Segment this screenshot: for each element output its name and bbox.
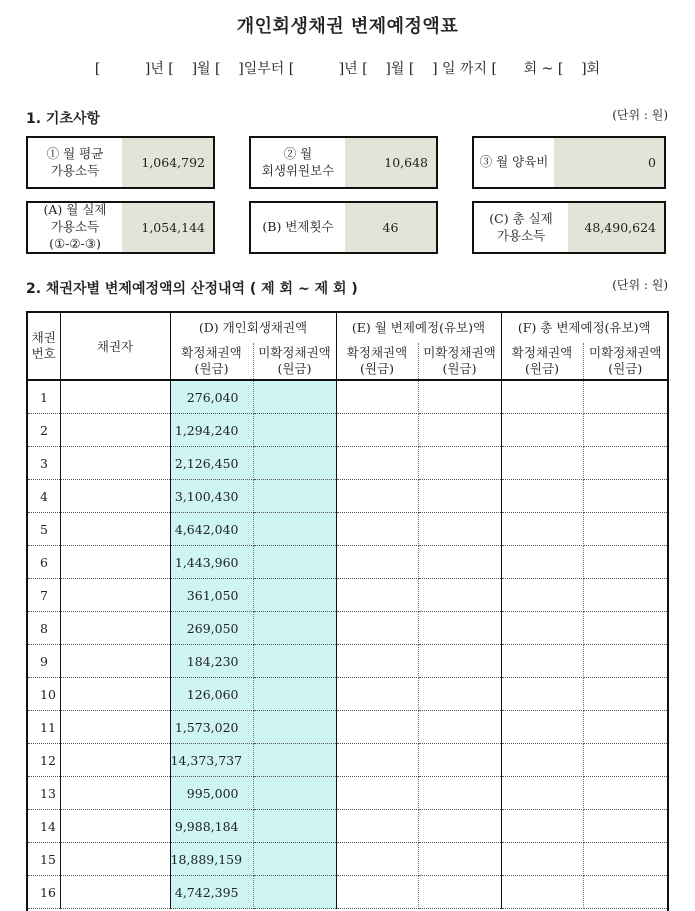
confirmed-amount: 276,040	[170, 380, 253, 414]
summary-value: 1,064,792	[122, 138, 213, 187]
creditor-cell	[60, 744, 170, 777]
monthly-confirmed	[336, 645, 418, 678]
row-number: 3	[28, 447, 60, 480]
monthly-confirmed	[336, 414, 418, 447]
total-confirmed	[501, 546, 583, 579]
table-row	[28, 447, 667, 480]
summary-value: 1,054,144	[122, 203, 213, 252]
total-unconfirmed	[583, 678, 667, 711]
total-confirmed	[501, 711, 583, 744]
confirmed-amount: 126,060	[170, 678, 253, 711]
total-confirmed	[501, 777, 583, 810]
table-row	[28, 744, 667, 777]
total-unconfirmed	[583, 744, 667, 777]
confirmed-amount: 4,642,040	[170, 513, 253, 546]
summary-label: ① 월 평균 가용소득	[28, 138, 122, 187]
total-unconfirmed	[583, 876, 667, 909]
total-confirmed	[501, 678, 583, 711]
col-group-e: (E) 월 변제예정(유보)액	[336, 313, 501, 343]
row-number: 15	[28, 843, 60, 876]
unconfirmed-amount	[253, 678, 336, 711]
monthly-confirmed	[336, 546, 418, 579]
total-confirmed	[501, 380, 583, 414]
monthly-confirmed	[336, 480, 418, 513]
summary-label: ③ 월 양육비	[474, 138, 554, 187]
unconfirmed-amount	[253, 810, 336, 843]
total-unconfirmed	[583, 513, 667, 546]
creditor-cell	[60, 480, 170, 513]
col-header-unconfirmed: 미확정채권액 (원금)	[253, 343, 336, 380]
total-confirmed	[501, 414, 583, 447]
table-row	[28, 876, 667, 909]
monthly-unconfirmed	[418, 711, 501, 744]
total-unconfirmed	[583, 480, 667, 513]
monthly-unconfirmed	[418, 480, 501, 513]
monthly-confirmed	[336, 810, 418, 843]
monthly-confirmed	[336, 843, 418, 876]
col-header-creditor: 채권자	[60, 313, 170, 380]
total-unconfirmed	[583, 711, 667, 744]
unconfirmed-amount	[253, 546, 336, 579]
row-number: 8	[28, 612, 60, 645]
table-row	[28, 612, 667, 645]
creditor-cell	[60, 645, 170, 678]
monthly-unconfirmed	[418, 513, 501, 546]
unconfirmed-amount	[253, 843, 336, 876]
unconfirmed-amount	[253, 414, 336, 447]
col-header-unconfirmed: 미확정채권액 (원금)	[583, 343, 667, 380]
table-row	[28, 645, 667, 678]
confirmed-amount: 3,100,430	[170, 480, 253, 513]
monthly-confirmed	[336, 380, 418, 414]
col-header-unconfirmed: 미확정채권액 (원금)	[418, 343, 501, 380]
total-confirmed	[501, 480, 583, 513]
row-number: 7	[28, 579, 60, 612]
unconfirmed-amount	[253, 744, 336, 777]
total-confirmed	[501, 876, 583, 909]
col-header-confirmed: 확정채권액 (원금)	[501, 343, 583, 380]
monthly-confirmed	[336, 744, 418, 777]
monthly-confirmed	[336, 777, 418, 810]
table-body	[28, 380, 667, 909]
table-row	[28, 380, 667, 414]
row-number: 5	[28, 513, 60, 546]
unconfirmed-amount	[253, 480, 336, 513]
total-unconfirmed	[583, 810, 667, 843]
total-confirmed	[501, 447, 583, 480]
table-row	[28, 579, 667, 612]
creditor-cell	[60, 546, 170, 579]
summary-box-childcare	[472, 136, 666, 189]
table-row	[28, 414, 667, 447]
creditor-cell	[60, 843, 170, 876]
row-number: 10	[28, 678, 60, 711]
summary-value: 10,648	[345, 138, 436, 187]
section1-heading: 1. 기초사항	[26, 111, 101, 127]
confirmed-amount: 269,050	[170, 612, 253, 645]
creditor-cell	[60, 414, 170, 447]
col-header-confirmed: 확정채권액 (원금)	[170, 343, 253, 380]
summary-value: 46	[345, 203, 436, 252]
summary-box-repayment-count	[249, 201, 438, 254]
monthly-unconfirmed	[418, 777, 501, 810]
row-number: 1	[28, 380, 60, 414]
table-row	[28, 777, 667, 810]
confirmed-amount: 1,573,020	[170, 711, 253, 744]
monthly-unconfirmed	[418, 380, 501, 414]
creditor-cell	[60, 777, 170, 810]
creditor-cell	[60, 447, 170, 480]
summary-box-avg-income	[26, 136, 215, 189]
monthly-confirmed	[336, 711, 418, 744]
table-row	[28, 711, 667, 744]
summary-label: (A) 월 실제 가용소득 (①-②-③)	[28, 203, 122, 252]
monthly-unconfirmed	[418, 414, 501, 447]
unconfirmed-amount	[253, 513, 336, 546]
row-number: 16	[28, 876, 60, 909]
confirmed-amount: 9,988,184	[170, 810, 253, 843]
summary-label: ② 월 회생위원보수	[251, 138, 345, 187]
creditor-cell	[60, 579, 170, 612]
confirmed-amount: 14,373,737	[170, 744, 253, 777]
row-number: 2	[28, 414, 60, 447]
summary-box-trustee-fee	[249, 136, 438, 189]
col-group-f: (F) 총 변제예정(유보)액	[517, 320, 651, 336]
page-title: 개인회생채권 변제예정액표	[236, 16, 459, 37]
monthly-unconfirmed	[418, 744, 501, 777]
total-unconfirmed	[583, 380, 667, 414]
monthly-unconfirmed	[418, 678, 501, 711]
monthly-unconfirmed	[418, 843, 501, 876]
summary-value: 0	[554, 138, 664, 187]
total-confirmed	[501, 843, 583, 876]
total-confirmed	[501, 579, 583, 612]
summary-label: (C) 총 실제 가용소득	[474, 203, 568, 252]
total-unconfirmed	[583, 546, 667, 579]
section1-unit: (단위 : 원)	[612, 108, 668, 122]
row-number: 14	[28, 810, 60, 843]
unconfirmed-amount	[253, 579, 336, 612]
total-unconfirmed	[583, 645, 667, 678]
row-number: 4	[28, 480, 60, 513]
monthly-confirmed	[336, 579, 418, 612]
monthly-unconfirmed	[418, 612, 501, 645]
monthly-confirmed	[336, 612, 418, 645]
unconfirmed-amount	[253, 612, 336, 645]
section2-heading: 2. 채권자별 변제예정액의 산정내역 ( 제 회 ~ 제 회 )	[26, 281, 358, 297]
monthly-confirmed	[336, 876, 418, 909]
row-number: 9	[28, 645, 60, 678]
monthly-unconfirmed	[418, 645, 501, 678]
period-line: [ ]년 [ ]월 [ ]일부터 [ ]년 [ ]월 [ ] 일 까지 [ 회 ~ [ ]회	[94, 61, 601, 77]
row-number: 12	[28, 744, 60, 777]
monthly-unconfirmed	[418, 876, 501, 909]
table-row	[28, 513, 667, 546]
total-unconfirmed	[583, 612, 667, 645]
total-confirmed	[501, 645, 583, 678]
total-confirmed	[501, 744, 583, 777]
confirmed-amount: 184,230	[170, 645, 253, 678]
total-confirmed	[501, 810, 583, 843]
creditor-cell	[60, 678, 170, 711]
unconfirmed-amount	[253, 645, 336, 678]
creditor-cell	[60, 612, 170, 645]
unconfirmed-amount	[253, 777, 336, 810]
total-unconfirmed	[583, 777, 667, 810]
monthly-unconfirmed	[418, 447, 501, 480]
monthly-unconfirmed	[418, 810, 501, 843]
row-number: 11	[28, 711, 60, 744]
summary-label: (B) 변제횟수	[251, 203, 345, 252]
row-number: 6	[28, 546, 60, 579]
creditor-cell	[60, 711, 170, 744]
col-header-no: 채권 번호	[28, 313, 60, 380]
monthly-confirmed	[336, 513, 418, 546]
confirmed-amount: 361,050	[170, 579, 253, 612]
table-row	[28, 678, 667, 711]
creditor-cell	[60, 810, 170, 843]
total-unconfirmed	[583, 579, 667, 612]
summary-box-total-income	[472, 201, 666, 254]
total-unconfirmed	[583, 843, 667, 876]
col-group-d: (D) 개인회생채권액	[170, 313, 336, 343]
repayment-table	[26, 311, 669, 911]
creditor-cell	[60, 876, 170, 909]
table-row	[28, 810, 667, 843]
confirmed-amount: 4,742,395	[170, 876, 253, 909]
summary-value: 48,490,624	[568, 203, 664, 252]
monthly-unconfirmed	[418, 546, 501, 579]
row-number: 13	[28, 777, 60, 810]
creditor-cell	[60, 513, 170, 546]
unconfirmed-amount	[253, 711, 336, 744]
monthly-confirmed	[336, 678, 418, 711]
table-row	[28, 480, 667, 513]
total-unconfirmed	[583, 414, 667, 447]
confirmed-amount: 2,126,450	[170, 447, 253, 480]
summary-box-actual-income	[26, 201, 215, 254]
col-header-confirmed: 확정채권액 (원금)	[336, 343, 418, 380]
table-row	[28, 546, 667, 579]
section2-unit: (단위 : 원)	[612, 278, 668, 292]
confirmed-amount: 18,889,159	[170, 843, 253, 876]
monthly-confirmed	[336, 447, 418, 480]
creditor-cell	[60, 380, 170, 414]
total-unconfirmed	[583, 447, 667, 480]
confirmed-amount: 1,294,240	[170, 414, 253, 447]
confirmed-amount: 1,443,960	[170, 546, 253, 579]
unconfirmed-amount	[253, 447, 336, 480]
table-row	[28, 843, 667, 876]
total-confirmed	[501, 612, 583, 645]
monthly-unconfirmed	[418, 579, 501, 612]
unconfirmed-amount	[253, 876, 336, 909]
unconfirmed-amount	[253, 380, 336, 414]
confirmed-amount: 995,000	[170, 777, 253, 810]
total-confirmed	[501, 513, 583, 546]
